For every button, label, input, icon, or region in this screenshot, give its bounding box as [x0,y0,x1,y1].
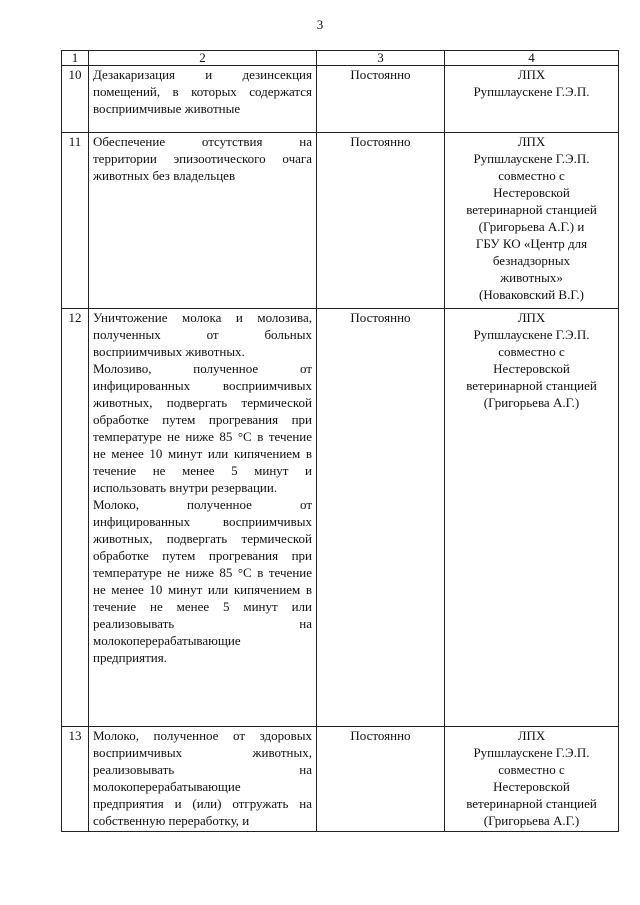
row-number: 11 [62,133,89,309]
table-header-row [62,51,619,66]
measure-cell [89,66,317,133]
table-row [62,66,619,133]
term-cell: Постоянно [317,66,445,133]
responsible-cell [445,133,619,309]
responsible-line: ЛПХ [517,134,546,149]
responsible-cell [445,66,619,133]
term-cell: Постоянно [317,309,445,727]
responsible-line: (Григорьева А.Г.) [483,395,580,410]
responsible-line: совместно с [498,762,565,777]
responsible-line: ветеринарной станцией [466,378,597,393]
measure-text: Дезакаризация и дезинсекция помещений, в которых содержатся восприимчивые животные [93,67,312,116]
responsible-line: ЛПХ [517,728,546,743]
responsible-line: Рупшлаускене Г.Э.П. [473,84,590,99]
measures-table [61,50,619,832]
responsible-line: Нестеровской [493,185,570,200]
table-row [62,133,619,309]
term-cell: Постоянно [317,133,445,309]
responsible-line: ЛПХ [517,310,546,325]
responsible-line: Нестеровской [493,779,570,794]
responsible-cell [445,727,619,832]
responsible-line: совместно с [498,344,565,359]
responsible-line: животных» [500,270,563,285]
responsible-line: (Григорьева А.Г.) и [478,219,585,234]
responsible-line: (Новаковский В.Г.) [479,287,584,302]
column-header: 1 [62,51,89,66]
row-number: 12 [62,309,89,727]
column-header: 3 [317,51,445,66]
responsible-line: (Григорьева А.Г.) [483,813,580,828]
measure-text: Молозиво, полученное от инфицированных восприимчивых животных, подвергать термической обработке путем прогревания при температуре не ниже 85 °С в течение не менее 10 минут или кипячением в течение не менее 5 минут и использовать внутри резервации. [93,361,312,495]
responsible-line: безнадзорных [492,253,571,268]
row-number: 13 [62,727,89,832]
measure-text: Обеспечение отсутствия на территории эпизоотического очага животных без владельцев [93,134,312,183]
row-number: 10 [62,66,89,133]
term-cell: Постоянно [317,727,445,832]
measure-cell [89,309,317,727]
responsible-cell [445,309,619,727]
table-row [62,309,619,727]
responsible-line: ГБУ КО «Центр для [475,236,588,251]
responsible-line: ЛПХ [517,67,546,82]
measure-cell [89,727,317,832]
measure-text: Уничтожение молока и молозива, полученных от больных восприимчивых животных. [93,310,312,359]
responsible-line: совместно с [498,168,565,183]
responsible-line: Рупшлаускене Г.Э.П. [473,151,590,166]
responsible-line: Рупшлаускене Г.Э.П. [473,327,590,342]
table-row [62,727,619,832]
responsible-line: Нестеровской [493,361,570,376]
responsible-line: Рупшлаускене Г.Э.П. [473,745,590,760]
column-header: 2 [89,51,317,66]
column-header: 4 [445,51,619,66]
page-number: 3 [316,17,324,32]
measure-cell [89,133,317,309]
measure-text: Молоко, полученное от здоровых восприимчивых животных, реализовывать на молокоперерабатывающие предприятия и (или) отгружать на собственную переработку, и [93,728,312,828]
responsible-line: ветеринарной станцией [466,202,597,217]
measure-text: Молоко, полученное от инфицированных восприимчивых животных, подвергать термической обработке путем прогревания при температуре не ниже 85 °С в течение не менее 10 минут или кипячением в течение не менее 5 минут или реализовывать на молокоперерабатывающие предприятия. [93,497,312,665]
responsible-line: ветеринарной станцией [466,796,597,811]
